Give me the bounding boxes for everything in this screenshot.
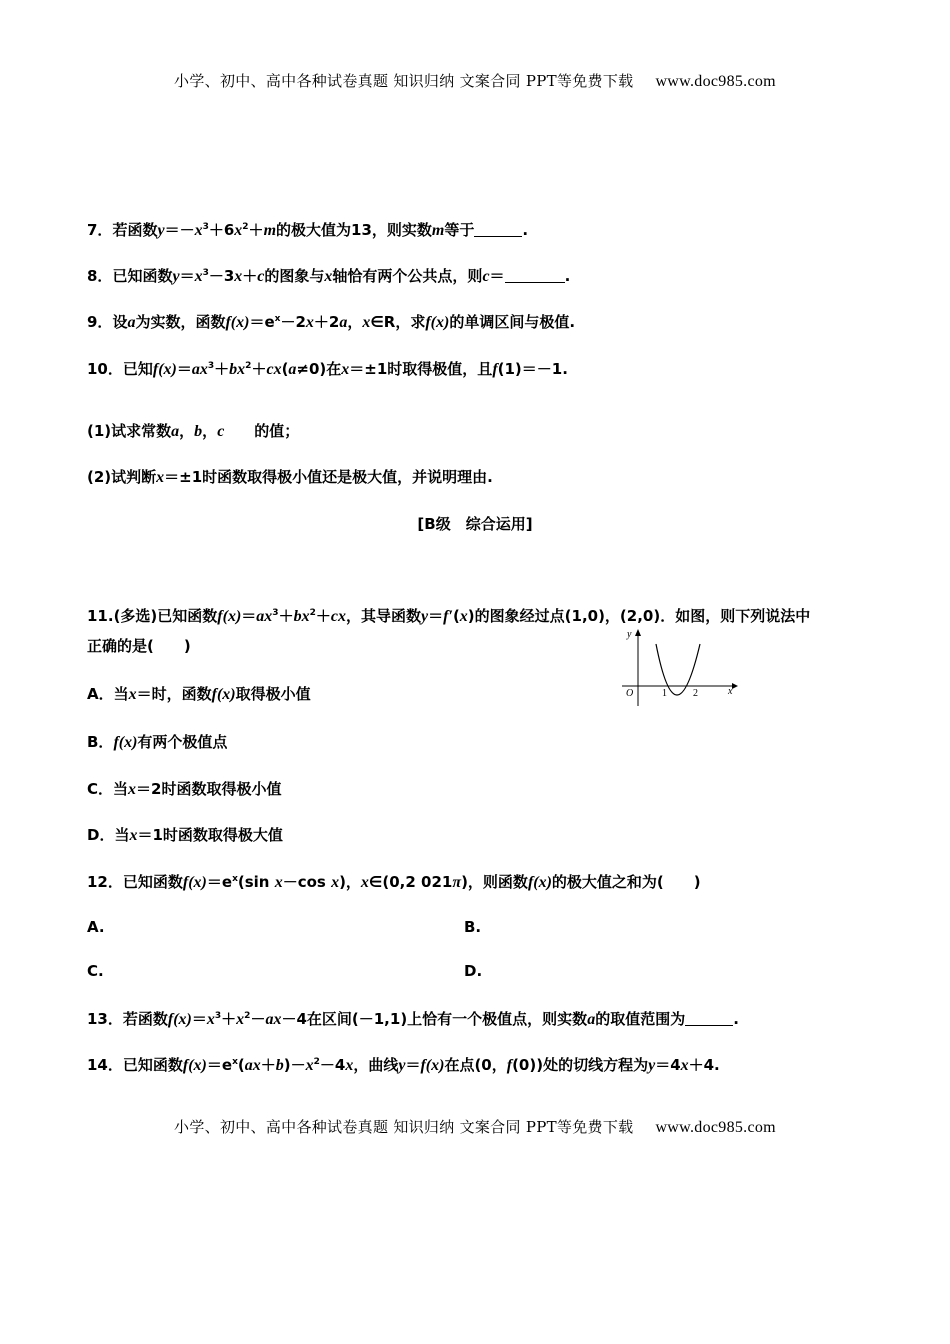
question-10-part-2: (2)试判断x＝±1时函数取得极小值还是极大值，并说明理由.	[87, 468, 493, 486]
option-11-b[interactable]: B．f(x)有两个极值点	[87, 733, 228, 751]
tick-label-2: 2	[693, 688, 698, 699]
x-axis-arrow	[732, 683, 738, 689]
origin-label: O	[626, 688, 634, 699]
option-11-a[interactable]: A．当x＝时，函数f(x)取得极小值	[87, 685, 311, 703]
y-axis-label: y	[627, 629, 632, 640]
section-heading: [B级 综合运用]	[417, 515, 533, 533]
question-10-part-1: (1)试求常数a，b，c 的值；	[87, 422, 300, 440]
answer-blank[interactable]	[685, 1011, 733, 1026]
answer-blank[interactable]	[474, 222, 522, 237]
derivative-graph	[618, 626, 738, 708]
footer-text: 小学、初中、高中各种试卷真题 知识归纳 文案合同 PPT等免费下载	[174, 1118, 634, 1136]
option-11-d[interactable]: D．当x＝1时函数取得极大值	[87, 826, 283, 844]
option-12-c[interactable]: C.	[87, 962, 104, 980]
question-10: 10．已知$f(x)=ax^3+bx^2+cx(a\ne 0)$在x＝±1时取得极值，且f(1)＝－1.	[87, 360, 568, 378]
y-axis-arrow	[635, 629, 641, 636]
option-12-d[interactable]: D.	[464, 962, 483, 980]
question-13: 13．若函数$f(x)=x^3+x^2-ax-4$在区间(－1,1)上恰有一个极值点，则实数a的取值范围为 .	[87, 1010, 739, 1028]
option-12-b[interactable]: B.	[464, 918, 482, 936]
footer-site-link[interactable]: www.doc985.com	[655, 1119, 776, 1136]
header-text: 小学、初中、高中各种试卷真题 知识归纳 文案合同 PPT等免费下载	[174, 72, 634, 90]
option-12-a[interactable]: A.	[87, 918, 105, 936]
question-9: 9．设a为实数，函数$f(x)=e^x-2x+2a$，x∈R，求f(x)的单调区间与极值.	[87, 313, 576, 331]
question-11-line-2: 正确的是( )	[87, 637, 191, 655]
option-11-c[interactable]: C．当x＝2时函数取得极小值	[87, 780, 282, 798]
question-11: 11.(多选)已知函数$f(x)=ax^3+bx^2+cx$，其导函数y＝f′(x)的图象经过点(1,0)，(2,0)．如图，则下列说法中	[87, 607, 811, 625]
tick-label-1: 1	[662, 688, 667, 699]
page-footer	[0, 1116, 950, 1137]
answer-blank[interactable]	[505, 268, 565, 283]
question-8: 8．已知函数$y=x^3-3x+c$的图象与x轴恰有两个公共点，则c＝ .	[87, 267, 571, 285]
question-7: 7．若函数$y=-x^3+6x^2+m$的极大值为13，则实数m等于 .	[87, 221, 529, 239]
header-site-link[interactable]: www.doc985.com	[655, 73, 776, 90]
question-12: 12．已知函数$f(x)=e^x(\sin$ x－cos x)，x∈(0,2 021π)，则函数f(x)的极大值之和为( )	[87, 873, 701, 891]
page-header	[0, 70, 950, 91]
x-axis-label: x	[728, 686, 733, 697]
question-14: 14．已知函数$f(x)=e^x(ax+b)-x^2-4x$，曲线y＝f(x)在点(0，f(0))处的切线方程为y＝4x＋4.	[87, 1056, 720, 1074]
